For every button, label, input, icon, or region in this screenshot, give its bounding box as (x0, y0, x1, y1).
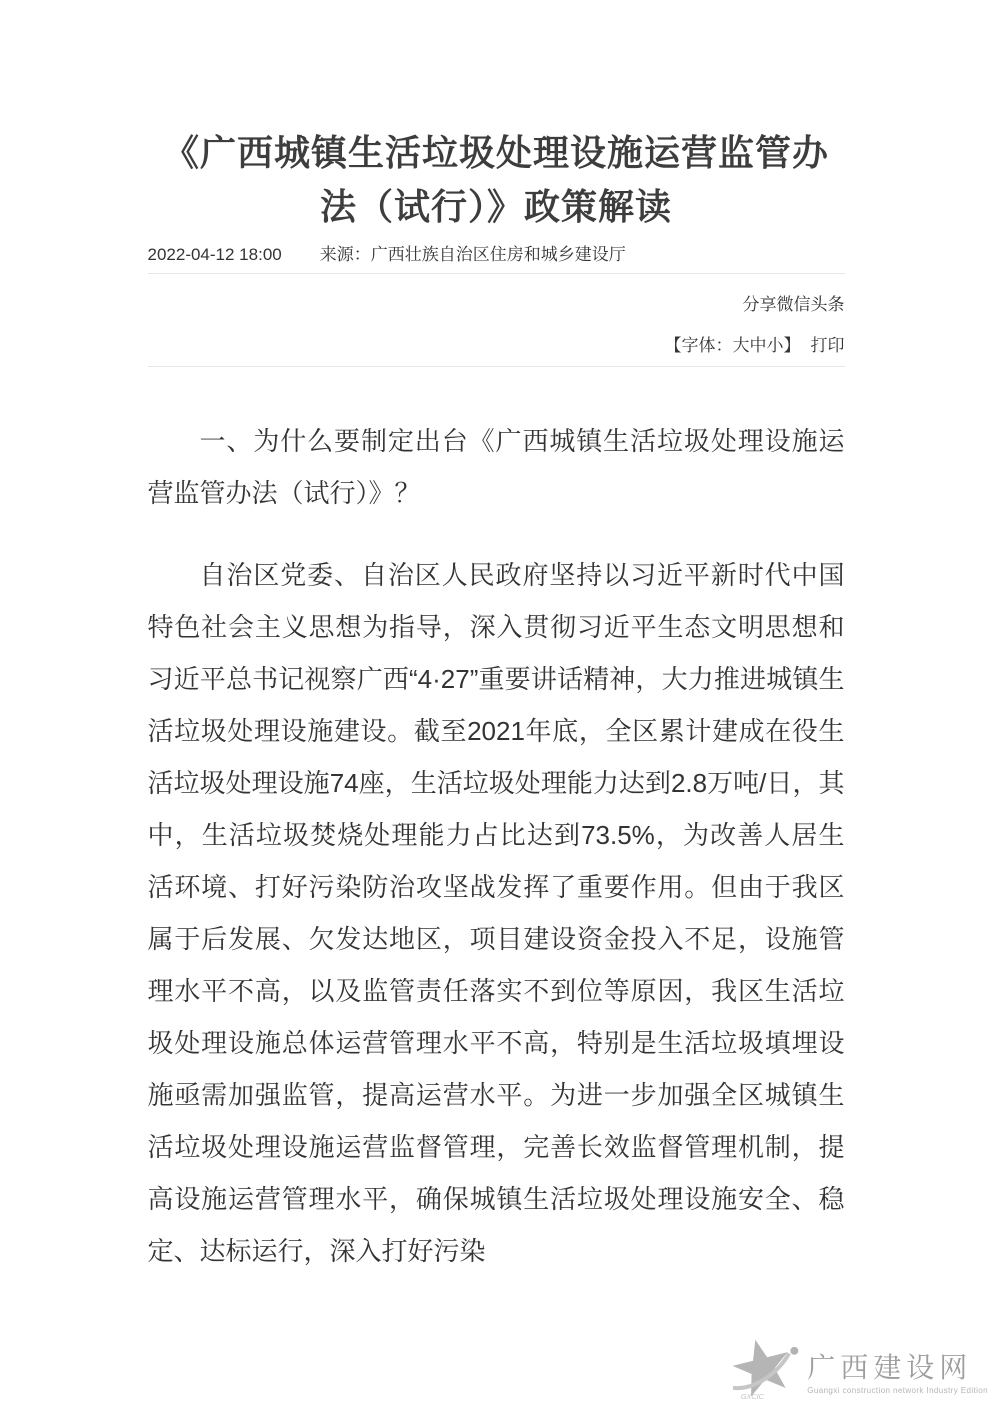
fontsize-large-button[interactable]: 大 (732, 336, 750, 355)
article-body (148, 415, 845, 1277)
publish-date: 2022-04-12 18:00 (147, 245, 282, 264)
article-content (148, 0, 845, 1277)
logo-en-text: Guangxi construction network Industry Edition (807, 1386, 988, 1395)
page-title: 《广西城镇生活垃圾处理设施运营监管办法（试行）》政策解读 (162, 132, 829, 227)
logo-text-block (807, 1355, 988, 1401)
fontsize-small-button[interactable]: 小 (766, 336, 784, 355)
share-row (148, 274, 845, 315)
article-meta (148, 240, 845, 274)
share-links[interactable]: 分享微信头条 (742, 295, 845, 314)
print-button[interactable]: 打印 (810, 336, 845, 355)
fontsize-label-prefix: 【字体： (664, 336, 733, 355)
article-source: 来源：广西壮族自治区住房和城乡建设厅 (319, 245, 626, 264)
section-heading-question: 一、为什么要制定出台《广西城镇生活垃圾处理设施运营监管办法（试行）》？ (147, 426, 845, 508)
star-swoosh-icon (719, 1335, 805, 1401)
logo-mark-text: GXCIC (741, 1392, 765, 1401)
fontsize-row (148, 315, 845, 367)
fontsize-label-suffix: 】 (783, 336, 801, 355)
fontsize-medium-button[interactable]: 中 (749, 336, 767, 355)
site-watermark-logo (719, 1335, 988, 1401)
logo-cn-text: 广西建设网 (807, 1353, 973, 1384)
body-paragraph: 自治区党委、自治区人民政府坚持以习近平新时代中国特色社会主义思想为指导，深入贯彻习近平生态文明思想和习近平总书记视察广西“4·27”重要讲话精神，大力推进城镇生活垃圾处理设施建设。截至2021年底，全区累计建成在役生活垃圾处理设施74座，生活垃圾处理能力达到2.8万吨/日，其中，生活垃圾焚烧处理能力占比达到73.5%，为改善人居生活环境、打好污染防治攻坚战发挥了重要作用。但由于我区属于后发展、欠发达地区，项目建设资金投入不足，设施管理水平不高，以及监管责任落实不到位等原因，我区生活垃圾处理设施总体运营管理水平不高，特别是生活垃圾填埋设施亟需加强监管，提高运营水平。为进一步加强全区城镇生活垃圾处理设施运营监督管理，完善长效监督管理机制，提高设施运营管理水平，确保城镇生活垃圾处理设施安全、稳定、达标运行，深入打好污染 (147, 560, 845, 1266)
